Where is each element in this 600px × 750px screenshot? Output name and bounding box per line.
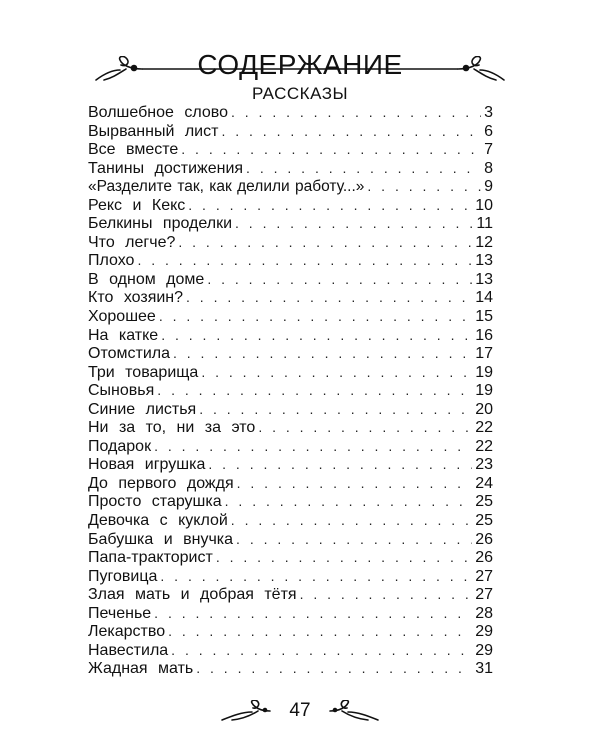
- dot-leader: [225, 492, 473, 511]
- toc-entry: [88, 511, 493, 530]
- toc-entry-title: Плохо: [88, 252, 135, 270]
- toc-entry: [88, 585, 493, 604]
- dot-leader: [178, 233, 472, 252]
- page-number: 47: [289, 700, 311, 721]
- toc-entry-page: 7: [484, 141, 493, 159]
- toc-entry: [88, 288, 493, 307]
- dot-leader: [186, 288, 472, 307]
- toc-entry-page: 22: [475, 419, 493, 437]
- toc-entry-page: 27: [475, 586, 493, 604]
- toc-entry-title: Отомстила: [88, 345, 170, 363]
- dot-leader: [208, 455, 472, 474]
- toc-entry-title: Рекс и Кекс: [88, 196, 186, 214]
- toc-entry: [88, 437, 493, 456]
- dot-leader: [207, 270, 472, 289]
- toc-entry-title: Сыновья: [88, 382, 155, 400]
- toc-entry-title: Печенье: [88, 604, 152, 622]
- dot-leader: [237, 474, 473, 493]
- dot-leader: [154, 604, 472, 623]
- toc-entry-page: 26: [475, 549, 493, 567]
- toc-entry: [88, 363, 493, 382]
- toc-entry-title: Три товарища: [88, 363, 199, 381]
- toc-entry-page: 17: [475, 345, 493, 363]
- toc-entry: [88, 233, 493, 252]
- toc-entry-title: Вырванный лист: [88, 122, 219, 140]
- table-of-contents: [88, 103, 493, 678]
- dot-leader: [246, 159, 481, 178]
- toc-entry-page: 9: [484, 178, 493, 196]
- toc-entry-title: Лекарство: [88, 623, 166, 641]
- toc-entry-page: 24: [475, 474, 493, 492]
- toc-entry: [88, 604, 493, 623]
- dot-leader: [188, 196, 472, 215]
- toc-entry-title: Бабушка и внучка: [88, 530, 234, 548]
- toc-entry: [88, 474, 493, 493]
- toc-entry: [88, 455, 493, 474]
- toc-entry-page: 29: [475, 623, 493, 641]
- toc-entry: [88, 177, 493, 196]
- toc-entry-title: Новая игрушка: [88, 456, 206, 474]
- dot-leader: [137, 251, 472, 270]
- toc-entry-page: 31: [475, 660, 493, 678]
- dot-leader: [161, 326, 472, 345]
- toc-entry-page: 16: [475, 326, 493, 344]
- toc-entry: [88, 326, 493, 345]
- toc-entry-page: 6: [484, 122, 493, 140]
- dot-leader: [201, 363, 472, 382]
- toc-entry: [88, 159, 493, 178]
- footer-right-flourish-icon: [328, 700, 380, 722]
- toc-entry-title: Танины достижения: [88, 159, 244, 177]
- page-title: СОДЕРЖАНИЕ: [197, 48, 403, 80]
- toc-entry-page: 13: [475, 252, 493, 270]
- toc-entry-page: 23: [475, 456, 493, 474]
- toc-entry-title: Что легче?: [88, 233, 176, 251]
- dot-leader: [231, 511, 472, 530]
- toc-entry: [88, 567, 493, 586]
- dot-leader: [159, 307, 472, 326]
- toc-entry-page: 20: [475, 400, 493, 418]
- toc-entry-title: Волшебное слово: [88, 104, 228, 121]
- toc-entry: [88, 641, 493, 660]
- right-flourish-icon: [458, 56, 504, 80]
- toc-entry: [88, 270, 493, 289]
- dot-leader: [154, 437, 472, 456]
- dot-leader: [300, 585, 473, 604]
- left-flourish-icon: [96, 56, 142, 80]
- toc-entry-page: 11: [476, 215, 493, 233]
- toc-entry-page: 19: [475, 382, 493, 400]
- dot-leader: [157, 381, 472, 400]
- toc-entry: [88, 530, 493, 549]
- section-title: РАССКАЗЫ: [251, 84, 349, 103]
- toc-entry-title: Жадная мать: [88, 660, 194, 678]
- toc-entry: [88, 251, 493, 270]
- dot-leader: [236, 530, 472, 549]
- dot-leader: [216, 548, 472, 567]
- toc-entry: [88, 400, 493, 419]
- dot-leader: [235, 214, 473, 233]
- toc-entry-title: Пуговица: [88, 567, 158, 585]
- toc-entry-title: Папа-тракторист: [88, 549, 213, 567]
- toc-entry-page: 27: [475, 567, 493, 585]
- toc-entry-page: 25: [475, 493, 493, 511]
- toc-entry-page: 3: [484, 104, 493, 121]
- toc-entry: [88, 344, 493, 363]
- toc-entry: [88, 103, 493, 122]
- toc-entry-title: Хорошее: [88, 308, 156, 326]
- toc-entry-page: 8: [484, 159, 493, 177]
- toc-entry-title: Девочка с куклой: [88, 512, 228, 530]
- toc-entry-page: 15: [475, 308, 493, 326]
- toc-entry-title: На катке: [88, 326, 159, 344]
- toc-entry-page: 14: [475, 289, 493, 307]
- toc-entry-page: 29: [475, 641, 493, 659]
- toc-entry-title: До первого дождя: [88, 474, 234, 492]
- dot-leader: [173, 344, 472, 363]
- toc-entry: [88, 140, 493, 159]
- toc-entry: [88, 307, 493, 326]
- page-footer: [220, 696, 380, 726]
- toc-entry-title: Белкины проделки: [88, 215, 233, 233]
- dot-leader: [196, 659, 472, 678]
- toc-entry-page: 28: [475, 604, 493, 622]
- toc-entry: [88, 622, 493, 641]
- toc-entry-page: 26: [475, 530, 493, 548]
- dot-leader: [221, 122, 481, 141]
- toc-entry-title: Все вместе: [88, 141, 179, 159]
- toc-entry-title: Синие листья: [88, 400, 197, 418]
- toc-entry: [88, 381, 493, 400]
- dot-leader: [199, 400, 472, 419]
- toc-entry-title: Кто хозяин?: [88, 289, 184, 307]
- dot-leader: [367, 177, 481, 196]
- toc-entry-page: 25: [475, 512, 493, 530]
- dot-leader: [231, 103, 481, 122]
- toc-entry: [88, 548, 493, 567]
- toc-entry-page: 12: [475, 233, 493, 251]
- toc-entry-title: «Разделите так, как делили работу...»: [88, 178, 365, 196]
- toc-entry: [88, 214, 493, 233]
- toc-entry-title: Просто старушка: [88, 493, 222, 511]
- dot-leader: [181, 140, 481, 159]
- toc-entry: [88, 122, 493, 141]
- toc-entry: [88, 196, 493, 215]
- toc-entry-title: Злая мать и добрая тётя: [88, 586, 297, 604]
- toc-entry-title: В одном доме: [88, 270, 205, 288]
- toc-entry: [88, 492, 493, 511]
- toc-entry-page: 19: [475, 363, 493, 381]
- toc-entry: [88, 418, 493, 437]
- ornament-divider: [90, 56, 510, 84]
- dot-leader: [171, 641, 472, 660]
- toc-entry-page: 10: [475, 196, 493, 214]
- dot-leader: [168, 622, 472, 641]
- dot-leader: [160, 567, 472, 586]
- toc-entry-page: 13: [475, 270, 493, 288]
- toc-entry-title: Ни за то, ни за это: [88, 419, 256, 437]
- toc-entry: [88, 659, 493, 678]
- toc-entry-page: 22: [475, 437, 493, 455]
- toc-entry-title: Подарок: [88, 437, 152, 455]
- dot-leader: [258, 418, 472, 437]
- toc-entry-title: Навестила: [88, 641, 169, 659]
